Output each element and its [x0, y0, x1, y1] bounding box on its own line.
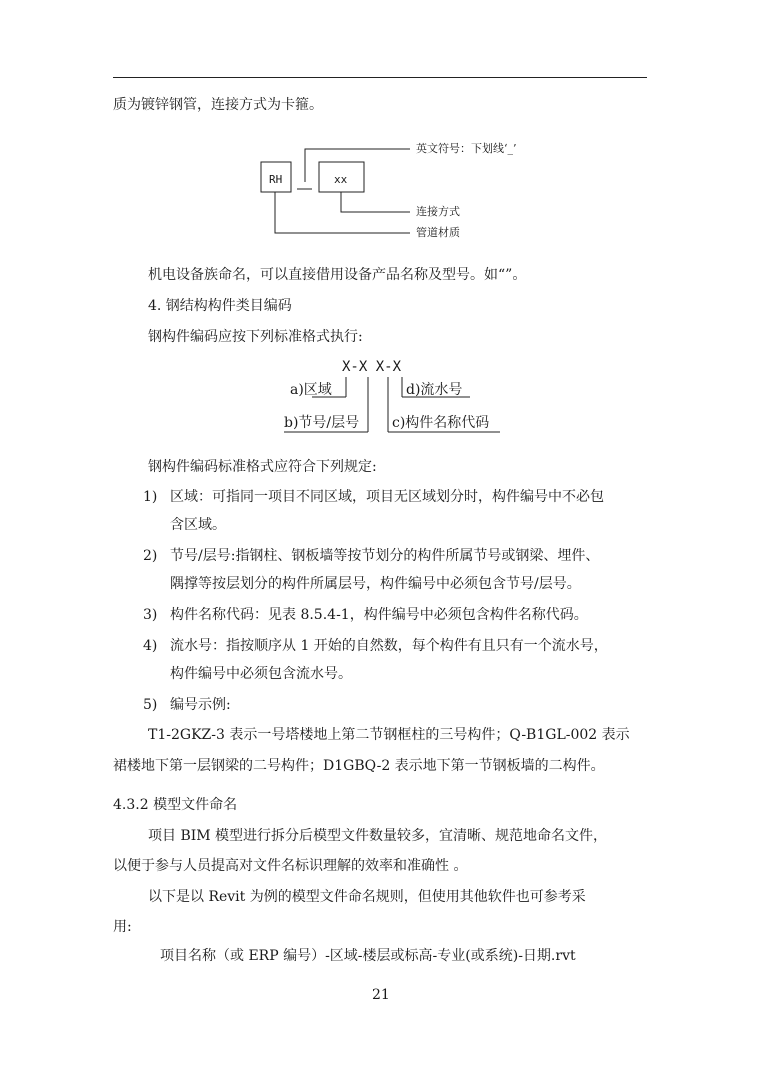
steel-format-intro: 钢构件编码应按下列标准格式执行:: [148, 329, 363, 345]
rule-number: 2): [143, 548, 158, 564]
equipment-line: 机电设备族命名，可以直接借用设备产品名称及型号。如“”。: [148, 267, 527, 283]
pipe-label-material: 管道材质: [416, 226, 460, 239]
rule-text: 流水号：指按顺序从 1 开始的自然数，每个构件有且只有一个流水号，: [170, 638, 608, 654]
rule-text: 隅撑等按层划分的构件所属层号，构件编号中必须包含节号/层号。: [170, 576, 581, 592]
rule-text: 含区域。: [170, 517, 226, 533]
leader-connection: [341, 192, 410, 212]
rule-number: 3): [143, 607, 158, 623]
pipe-box-left-label: RH: [269, 173, 283, 186]
rule-text: 节号/层号:指钢柱、钢板墙等按节划分的构件所属节号或钢梁、埋件、: [170, 548, 600, 564]
rule-text: 构件编号中必须包含流水号。: [170, 666, 352, 682]
pipe-label-connection: 连接方式: [416, 205, 460, 218]
rule-text: 区域：可指同一项目不同区域，项目无区域划分时，构件编号中不必包: [170, 489, 604, 505]
example-line-2: 裙楼地下第一层钢梁的二号构件；D1GBQ-2 表示地下第一节钢板墙的二构件。: [113, 758, 605, 774]
paragraph-2-line-2: 用:: [113, 919, 132, 935]
paragraph-1-line-1: 项目 BIM 模型进行拆分后模型文件数量较多，宜清晰、规范地命名文件，: [148, 828, 608, 844]
leader-material: [275, 192, 410, 233]
code-label-c: c)构件名称代码: [392, 415, 490, 431]
paragraph-2-line-1: 以下是以 Revit 为例的模型文件命名规则，但使用其他软件也可参考采: [148, 889, 586, 905]
rule-text: 构件名称代码：见表 8.5.4-1，构件编号中必须包含构件名称代码。: [170, 607, 588, 623]
page-number: 21: [372, 987, 390, 1003]
leader-symbol: [305, 149, 410, 182]
code-label-d: d)流水号: [406, 382, 463, 398]
code-label-b: b)节号/层号: [284, 415, 360, 431]
paragraph-1-line-2: 以便于参与人员提高对文件名标识理解的效率和准确性 。: [113, 858, 468, 874]
code-label-a: a)区域: [290, 382, 332, 398]
header-rule: [113, 77, 647, 78]
section-432-heading: 4.3.2 模型文件命名: [113, 797, 238, 813]
rule-text: 编号示例:: [170, 697, 231, 713]
rules-intro: 钢构件编码标准格式应符合下列规定:: [148, 459, 377, 475]
steel-code: X-X X-X: [342, 359, 402, 375]
section4-heading: 4. 钢结构构件类目编码: [148, 298, 292, 314]
pipe-box-right-label: xx: [334, 173, 348, 186]
pipe-label-symbol: 英文符号：下划线‘_’: [416, 142, 517, 155]
rule-number: 1): [143, 489, 158, 505]
naming-rule: 项目名称（或 ERP 编号）-区域-楼层或标高-专业(或系统)-日期.rvt: [160, 948, 576, 964]
example-line-1: T1-2GKZ-3 表示一号塔楼地上第二节钢框柱的三号构件；Q-B1GL-002 表示: [148, 727, 630, 743]
rule-number: 5): [143, 697, 158, 713]
intro-line: 质为镀锌钢管，连接方式为卡箍。: [113, 97, 323, 113]
rule-number: 4): [143, 638, 158, 654]
